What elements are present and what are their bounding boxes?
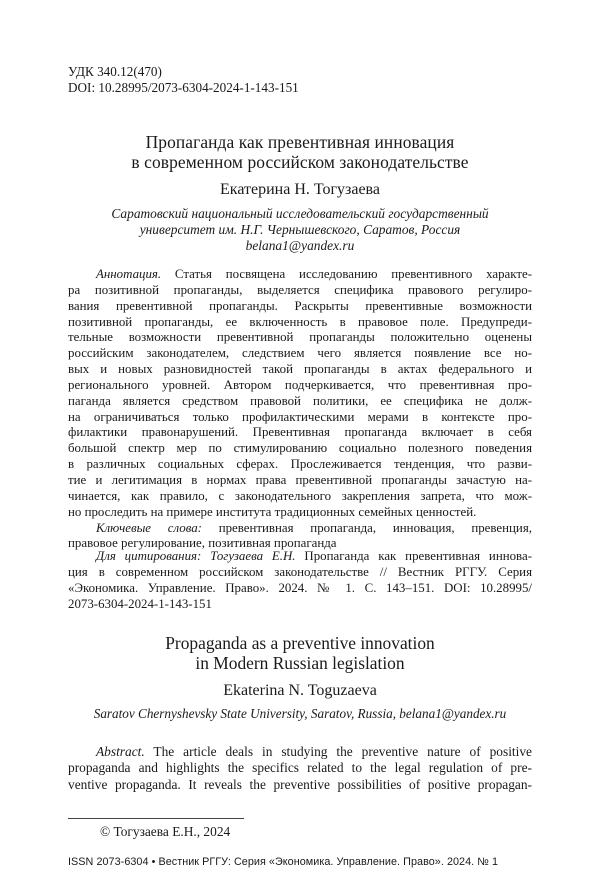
abstract-line: российским законодателем, следствием чего является появление все но- — [68, 346, 532, 361]
abstract-label: Abstract. — [96, 744, 145, 759]
title-line: в современном российском законодательстве — [131, 152, 469, 172]
affiliation-line: университет им. Н.Г. Чернышевского, Саратов, Россия — [139, 222, 461, 237]
abstract-line: в различных социальных сферах. Прослеживается тенденция, что разви- — [68, 457, 532, 472]
citation-block — [68, 549, 532, 612]
keywords-line: Ключевые слова: превентивная пропаганда, инновация, превенция, — [96, 520, 532, 535]
abstract-line: propaganda and highlights the specifics related to the legal regulation of pre- — [68, 760, 532, 776]
doi: DOI: 10.28995/2073-6304-2024-1-143-151 — [68, 80, 299, 95]
footnote-divider — [68, 818, 244, 819]
keywords-label: Ключевые слова: — [96, 520, 202, 535]
abstract-line: филактики правонарушений. Превентивная пропаганда включает в себя — [68, 425, 532, 440]
title-line: Пропаганда как превентивная инновация — [145, 132, 455, 152]
abstract-line: на ограничиваться только профилактическими мерами в контексте про- — [68, 409, 532, 424]
abstract-line: тельные возможности превентивной пропаганды положительно оценены — [68, 330, 532, 345]
affiliation-ru — [68, 206, 532, 254]
abstract-line: ventive propaganda. It reveals the preventive possibilities of positive propagan- — [68, 776, 532, 792]
udk-code: УДК 340.12(470) — [68, 64, 162, 79]
abstract-line: Abstract. The article deals in studying the preventive nature of positive — [96, 744, 532, 759]
abstract-line: чинается, как правило, с законодательного закрепления запрета, что мож- — [68, 488, 532, 503]
article-title-ru — [68, 132, 532, 172]
citation-line: ция в современном российском законодательстве // Вестник РГГУ. Серия — [68, 564, 532, 579]
title-line: Propaganda as a preventive innovation — [165, 633, 435, 653]
citation-line: «Экономика. Управление. Право». 2024. № 1. С. 143–151. DOI: 10.28995/ — [68, 580, 532, 595]
article-identifiers — [68, 64, 299, 96]
affiliation-en: Saratov Chernyshevsky State University, Saratov, Russia, belana1@yandex.ru — [93, 706, 507, 721]
abstract-label: Аннотация. — [96, 267, 162, 281]
article-title-en — [68, 633, 532, 673]
author-name-ru: Екатерина Н. Тогузаева — [220, 181, 380, 198]
abstract-en — [68, 744, 532, 793]
abstract-line: Аннотация. Статья посвящена исследованию превентивного характе- — [96, 267, 532, 281]
affiliation-line: Саратовский национальный исследовательский государственный — [111, 206, 489, 221]
citation-line: Для цитирования: Тогузаева Е.Н. Пропаганда как превентивная иннова- — [96, 549, 532, 563]
abstract-line: тие и легитимация в нормах права превентивной пропаганды зачастую на- — [68, 472, 532, 487]
abstract-ru — [68, 267, 532, 552]
citation-label: Для цитирования: Тогузаева Е.Н. — [96, 549, 296, 563]
keywords-line: правовое регулирование, позитивная пропаганда — [68, 536, 337, 551]
abstract-line: паганда является средством правовой политики, ее специфика не долж- — [68, 393, 532, 408]
abstract-line: регионального уровней. Автором подчеркивается, что превентивная про- — [68, 377, 532, 392]
abstract-line: но проследить на примере института традиционных семейных ценностей. — [68, 504, 477, 519]
title-line: in Modern Russian legislation — [195, 653, 405, 673]
abstract-line: вых и новых разновидностей такой пропаганды в актах федерального и — [68, 362, 532, 377]
abstract-line: ра позитивной пропаганды, выделяется специфика правового регулиро- — [68, 282, 532, 297]
copyright-notice: © Тогузаева Е.Н., 2024 — [100, 824, 231, 839]
abstract-line: большой спектр мер по стимулированию социально полезного поведения — [68, 441, 532, 456]
citation-line: 2073-6304-2024-1-143-151 — [68, 596, 212, 611]
abstract-line: позитивной пропаганды, ее включенность в правовое поле. Предупреди- — [68, 314, 532, 329]
author-name-en: Ekaterina N. Toguzaeva — [223, 682, 377, 699]
abstract-line: вания превентивной пропаганды. Раскрыты превентивные возможности — [68, 298, 532, 313]
author-email: belana1@yandex.ru — [245, 238, 355, 253]
journal-footer: ISSN 2073-6304 • Вестник РГГУ: Серия «Экономика. Управление. Право». 2024. № 1 — [68, 856, 498, 868]
